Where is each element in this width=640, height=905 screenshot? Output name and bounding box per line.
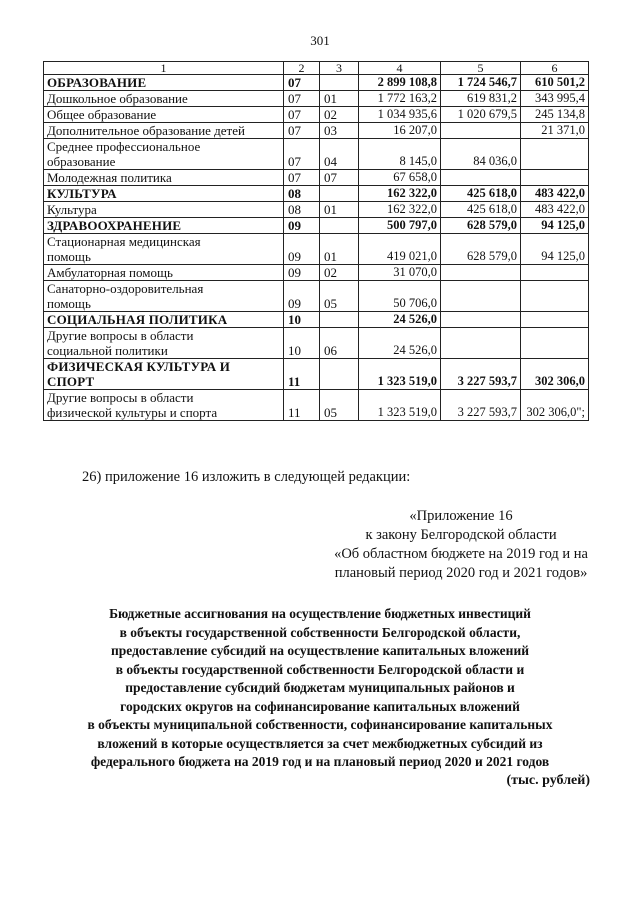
section-code-cell: 07 bbox=[284, 107, 320, 123]
appendix-heading bbox=[334, 507, 588, 583]
amount-2020-cell bbox=[441, 265, 521, 281]
units-label: (тыс. рублей) bbox=[506, 773, 590, 788]
row-name-line: Санаторно-оздоровительная bbox=[47, 281, 204, 296]
document-title bbox=[40, 605, 600, 772]
header-cell: 1 bbox=[44, 62, 284, 75]
section-code-cell: 07 bbox=[284, 170, 320, 186]
amount-2019-cell: 50 706,0 bbox=[359, 281, 441, 312]
row-name-line: Другие вопросы в области bbox=[47, 390, 194, 405]
subsection-code-cell: 01 bbox=[320, 91, 359, 107]
amount-2020-cell bbox=[441, 170, 521, 186]
row-name-cell bbox=[44, 218, 284, 234]
amount-2019-cell: 500 797,0 bbox=[359, 218, 441, 234]
subsection-code-cell bbox=[320, 186, 359, 202]
section-code-cell: 07 bbox=[284, 75, 320, 91]
table-row bbox=[44, 170, 589, 186]
section-code-cell: 11 bbox=[284, 390, 320, 421]
table-row bbox=[44, 234, 589, 265]
amount-2021-cell: 245 134,8 bbox=[521, 107, 589, 123]
subsection-code-cell: 03 bbox=[320, 123, 359, 139]
amount-2019-cell: 1 323 519,0 bbox=[359, 359, 441, 390]
row-name-cell bbox=[44, 186, 284, 202]
table-row bbox=[44, 265, 589, 281]
amount-2021-cell: 483 422,0 bbox=[521, 186, 589, 202]
title-line: вложений в которые осуществляется за счет межбюджетных субсидий из bbox=[97, 735, 543, 751]
amount-2021-cell bbox=[521, 281, 589, 312]
amount-2020-cell: 619 831,2 bbox=[441, 91, 521, 107]
row-name-cell bbox=[44, 359, 284, 390]
row-name-cell bbox=[44, 91, 284, 107]
appendix-line: «Об областном бюджете на 2019 год и на bbox=[334, 546, 588, 562]
table-row bbox=[44, 312, 589, 328]
row-name-line: Среднее профессиональное bbox=[47, 139, 201, 154]
section-code-cell: 09 bbox=[284, 265, 320, 281]
amount-2020-cell: 84 036,0 bbox=[441, 139, 521, 170]
section-code-cell: 09 bbox=[284, 234, 320, 265]
amount-2019-cell: 162 322,0 bbox=[359, 202, 441, 218]
table-row bbox=[44, 91, 589, 107]
title-line: в объекты муниципальной собственности, софинансирование капитальных bbox=[87, 717, 553, 732]
table-row bbox=[44, 281, 589, 312]
row-name-line: Дошкольное образование bbox=[47, 91, 188, 106]
amount-2021-cell: 302 306,0"; bbox=[521, 390, 589, 421]
amount-2019-cell: 1 323 519,0 bbox=[359, 390, 441, 421]
amount-2019-cell: 16 207,0 bbox=[359, 123, 441, 139]
amount-2020-cell: 628 579,0 bbox=[441, 218, 521, 234]
row-name-cell bbox=[44, 328, 284, 359]
row-name-line: ЗДРАВООХРАНЕНИЕ bbox=[47, 218, 182, 233]
amount-2020-cell bbox=[441, 281, 521, 312]
section-code-cell: 08 bbox=[284, 186, 320, 202]
amount-2020-cell: 1 020 679,5 bbox=[441, 107, 521, 123]
subsection-code-cell: 05 bbox=[320, 390, 359, 421]
header-cell: 5 bbox=[441, 62, 521, 75]
row-name-line: Амбулаторная помощь bbox=[47, 265, 173, 280]
table-row bbox=[44, 123, 589, 139]
header-cell: 6 bbox=[521, 62, 589, 75]
row-name-cell bbox=[44, 312, 284, 328]
amount-2019-cell: 24 526,0 bbox=[359, 328, 441, 359]
subsection-code-cell bbox=[320, 75, 359, 91]
row-name-line: Культура bbox=[47, 202, 97, 217]
amount-2020-cell: 628 579,0 bbox=[441, 234, 521, 265]
header-cell: 2 bbox=[284, 62, 320, 75]
row-name-cell bbox=[44, 75, 284, 91]
amount-2021-cell: 94 125,0 bbox=[521, 218, 589, 234]
title-line: в объекты государственной собственности Белгородской области и bbox=[115, 661, 525, 677]
header-cell: 3 bbox=[320, 62, 359, 75]
section-code-cell: 09 bbox=[284, 281, 320, 312]
amount-2020-cell bbox=[441, 312, 521, 328]
section-code-cell: 07 bbox=[284, 123, 320, 139]
amount-2021-cell: 343 995,4 bbox=[521, 91, 589, 107]
row-name-cell bbox=[44, 390, 284, 421]
amount-2020-cell: 425 618,0 bbox=[441, 186, 521, 202]
row-name-cell bbox=[44, 139, 284, 170]
row-name-line: СОЦИАЛЬНАЯ ПОЛИТИКА bbox=[47, 312, 228, 327]
subsection-code-cell bbox=[320, 312, 359, 328]
table-row bbox=[44, 390, 589, 421]
row-name-line: Молодежная политика bbox=[47, 170, 172, 185]
title-line: в объекты государственной собственности Белгородской области, bbox=[119, 624, 521, 640]
subsection-code-cell: 01 bbox=[320, 234, 359, 265]
row-name-line: помощь bbox=[47, 296, 91, 311]
section-code-cell: 07 bbox=[284, 91, 320, 107]
amount-2021-cell bbox=[521, 170, 589, 186]
row-name-line: ФИЗИЧЕСКАЯ КУЛЬТУРА И bbox=[47, 359, 231, 374]
row-name-cell bbox=[44, 202, 284, 218]
row-name-line: Стационарная медицинская bbox=[47, 234, 201, 249]
subsection-code-cell bbox=[320, 359, 359, 390]
title-line: предоставление субсидий бюджетам муниципальных районов и bbox=[125, 680, 515, 695]
appendix-line: к закону Белгородской области bbox=[365, 527, 557, 543]
table-row bbox=[44, 186, 589, 202]
section-code-cell: 08 bbox=[284, 202, 320, 218]
row-name-line: Общее образование bbox=[47, 107, 157, 122]
amount-2019-cell: 67 658,0 bbox=[359, 170, 441, 186]
subsection-code-cell: 06 bbox=[320, 328, 359, 359]
amount-2021-cell bbox=[521, 139, 589, 170]
subsection-code-cell: 04 bbox=[320, 139, 359, 170]
section-code-cell: 11 bbox=[284, 359, 320, 390]
amount-2021-cell bbox=[521, 312, 589, 328]
row-name-cell bbox=[44, 265, 284, 281]
row-name-line: социальной политики bbox=[47, 343, 168, 358]
amount-2019-cell: 1 034 935,6 bbox=[359, 107, 441, 123]
title-line: предоставление субсидий на осуществление капитальных вложений bbox=[110, 643, 530, 658]
table-row bbox=[44, 359, 589, 390]
amendment-text: 26) приложение 16 изложить в следующей редакции: bbox=[82, 469, 411, 485]
row-name-cell bbox=[44, 281, 284, 312]
amount-2019-cell: 419 021,0 bbox=[359, 234, 441, 265]
amount-2020-cell bbox=[441, 123, 521, 139]
budget-table bbox=[43, 61, 589, 421]
subsection-code-cell: 07 bbox=[320, 170, 359, 186]
row-name-line: образование bbox=[47, 154, 116, 169]
row-name-line: физической культуры и спорта bbox=[47, 405, 218, 420]
table-row bbox=[44, 75, 589, 91]
row-name-line: Другие вопросы в области bbox=[47, 328, 194, 343]
subsection-code-cell: 05 bbox=[320, 281, 359, 312]
table-row bbox=[44, 139, 589, 170]
row-name-line: ОБРАЗОВАНИЕ bbox=[47, 75, 147, 90]
amount-2019-cell: 2 899 108,8 bbox=[359, 75, 441, 91]
section-code-cell: 07 bbox=[284, 139, 320, 170]
row-name-line: СПОРТ bbox=[47, 374, 95, 389]
amount-2019-cell: 162 322,0 bbox=[359, 186, 441, 202]
amount-2020-cell: 425 618,0 bbox=[441, 202, 521, 218]
amount-2020-cell bbox=[441, 328, 521, 359]
row-name-cell bbox=[44, 234, 284, 265]
section-code-cell: 10 bbox=[284, 328, 320, 359]
section-code-cell: 09 bbox=[284, 218, 320, 234]
row-name-cell bbox=[44, 123, 284, 139]
amount-2021-cell bbox=[521, 265, 589, 281]
amount-2020-cell: 3 227 593,7 bbox=[441, 359, 521, 390]
appendix-line: плановый период 2020 год и 2021 годов» bbox=[334, 565, 588, 581]
amount-2019-cell: 31 070,0 bbox=[359, 265, 441, 281]
table-header-row bbox=[44, 62, 589, 75]
row-name-line: помощь bbox=[47, 249, 91, 264]
title-line: Бюджетные ассигнования на осуществление бюджетных инвестиций bbox=[109, 606, 531, 621]
table-row bbox=[44, 202, 589, 218]
amount-2021-cell: 483 422,0 bbox=[521, 202, 589, 218]
row-name-cell bbox=[44, 170, 284, 186]
amount-2020-cell: 1 724 546,7 bbox=[441, 75, 521, 91]
row-name-line: Дополнительное образование детей bbox=[47, 123, 245, 138]
amount-2021-cell: 94 125,0 bbox=[521, 234, 589, 265]
row-name-cell bbox=[44, 107, 284, 123]
amount-2021-cell: 302 306,0 bbox=[521, 359, 589, 390]
subsection-code-cell bbox=[320, 218, 359, 234]
table-row bbox=[44, 107, 589, 123]
amount-2021-cell: 21 371,0 bbox=[521, 123, 589, 139]
amount-2019-cell: 8 145,0 bbox=[359, 139, 441, 170]
table-row bbox=[44, 328, 589, 359]
section-code-cell: 10 bbox=[284, 312, 320, 328]
appendix-line: «Приложение 16 bbox=[409, 508, 513, 524]
header-cell: 4 bbox=[359, 62, 441, 75]
subsection-code-cell: 01 bbox=[320, 202, 359, 218]
subsection-code-cell: 02 bbox=[320, 107, 359, 123]
amount-2019-cell: 24 526,0 bbox=[359, 312, 441, 328]
subsection-code-cell: 02 bbox=[320, 265, 359, 281]
table-row bbox=[44, 218, 589, 234]
amount-2021-cell bbox=[521, 328, 589, 359]
amount-2019-cell: 1 772 163,2 bbox=[359, 91, 441, 107]
page-number: 301 bbox=[310, 33, 330, 48]
title-line: федерального бюджета на 2019 год и на плановый период 2020 и 2021 годов bbox=[90, 754, 550, 769]
row-name-line: КУЛЬТУРА bbox=[47, 186, 117, 201]
amount-2021-cell: 610 501,2 bbox=[521, 75, 589, 91]
amount-2020-cell: 3 227 593,7 bbox=[441, 390, 521, 421]
budget-table-body bbox=[44, 62, 589, 421]
title-line: городских округов на софинансирование капитальных вложений bbox=[120, 698, 520, 714]
